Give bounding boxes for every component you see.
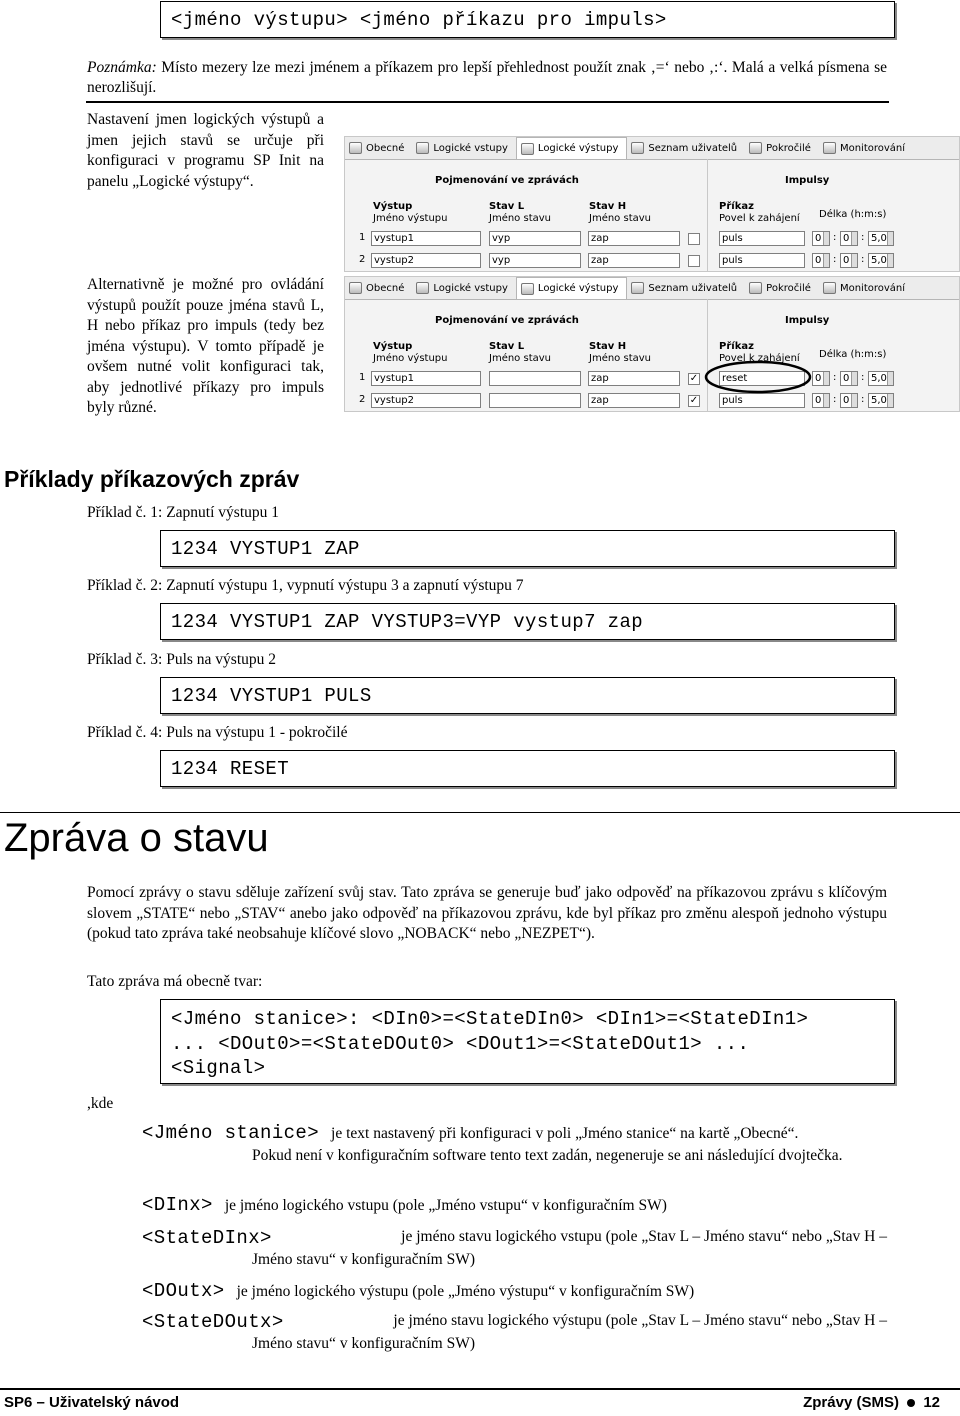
state-h-input[interactable]: zap [588, 253, 680, 268]
example-label: Příklad č. 4: Puls na výstupu 1 - pokročilé [87, 724, 348, 741]
hours-spinner[interactable]: 0 [812, 253, 830, 268]
impulse-checkbox[interactable]: ✓ [689, 373, 699, 384]
definition-din [142, 1194, 667, 1216]
tab-monitoring[interactable]: Monitorování [819, 277, 913, 299]
outputs-icon [521, 143, 534, 155]
status-format-line: <Jméno stanice>: <DIn0>=<StateDIn0> <DIn1>=<StateDIn1> [171, 1008, 809, 1030]
definition-text: je jméno stavu logického výstupu (pole „Stav L – Jméno stavu“ nebo „Stav H – [393, 1312, 887, 1329]
status-heading: Zpráva o stavu [4, 816, 269, 860]
minutes-spinner[interactable]: 0 [840, 393, 858, 408]
users-icon [631, 282, 644, 294]
colon: : [833, 372, 837, 383]
command-input[interactable]: puls [719, 253, 805, 268]
definition-term: <StateDInx> [142, 1227, 272, 1249]
definition-term: <DInx> [142, 1194, 213, 1216]
command-format-code: <jméno výstupu> <jméno příkazu pro impuls> [171, 8, 667, 31]
panel-separator [707, 159, 708, 271]
status-format-line: <Signal> [171, 1057, 266, 1079]
definition-statedin [142, 1227, 887, 1249]
colon: : [833, 254, 837, 265]
status-format-box [160, 999, 895, 1084]
impulse-checkbox[interactable] [688, 255, 700, 267]
command-input[interactable]: reset [719, 371, 805, 386]
col-state-h-name: Jméno stavu [589, 213, 651, 224]
col-state-l-name: Jméno stavu [489, 213, 551, 224]
tab-logic-inputs[interactable]: Logické vstupy [412, 277, 516, 299]
col-state-l: Stav L [489, 201, 525, 212]
minutes-spinner[interactable]: 0 [840, 253, 858, 268]
impulse-checkbox[interactable]: ✓ [689, 395, 699, 406]
tab-logic-inputs[interactable]: Logické vstupy [412, 137, 516, 159]
group-names-title: Pojmenování ve zprávách [435, 315, 579, 326]
impulse-checkbox[interactable] [688, 233, 700, 245]
example-code: 1234 VYSTUP1 PULS [171, 684, 372, 707]
definition-term: <Jméno stanice> [142, 1122, 320, 1144]
col-output-name: Jméno výstupu [373, 213, 448, 224]
hours-spinner[interactable]: 0 [812, 231, 830, 246]
state-l-input[interactable]: vyp [489, 231, 581, 246]
outputs-icon [521, 283, 534, 295]
general-form-label: Tato zpráva má obecně tvar: [87, 973, 263, 990]
definition-continuation: Jméno stavu“ v konfiguračním SW) [252, 1335, 475, 1352]
inputs-icon [416, 142, 429, 154]
config-paragraph: Nastavení jmen logických výstupů a jmen jejich stavů se určuje při konfiguraci v programu SP Init na panelu „Logické výstupy“. [87, 111, 324, 190]
definition-continuation: Pokud není v konfiguračním software tento text zadán, negeneruje se ani následující dvojtečka. [252, 1147, 843, 1164]
definition-station-name [142, 1122, 798, 1144]
row-number: 1 [359, 372, 366, 383]
example-code: 1234 RESET [171, 757, 290, 780]
group-impulses-title: Impulsy [785, 175, 830, 186]
definition-text: je jméno logického vstupu (pole „Jméno vstupu“ v konfiguračním SW) [224, 1197, 667, 1214]
advanced-icon [749, 142, 762, 154]
col-command: Příkaz [719, 341, 754, 352]
state-h-input[interactable]: zap [588, 231, 680, 246]
example-code: 1234 VYSTUP1 ZAP VYSTUP3=VYP vystup7 zap [171, 610, 644, 633]
command-input[interactable]: puls [719, 231, 805, 246]
state-l-input[interactable] [489, 371, 581, 386]
footer-page-number: 12 [923, 1394, 940, 1411]
state-l-input[interactable]: vyp [489, 253, 581, 268]
where-label: ,kde [87, 1095, 114, 1112]
command-format-box [160, 1, 895, 38]
colon: : [833, 394, 837, 405]
col-output: Výstup [373, 341, 413, 352]
example-label: Příklad č. 1: Zapnutí výstupu 1 [87, 504, 280, 521]
general-icon [349, 142, 362, 154]
advanced-icon [749, 282, 762, 294]
colon: : [833, 232, 837, 243]
output-name-input[interactable]: vystup1 [371, 371, 481, 386]
group-impulses-title: Impulsy [785, 315, 830, 326]
definition-text: je jméno logického výstupu (pole „Jméno výstupu“ v konfiguračním SW) [236, 1283, 695, 1300]
footer-section: Zprávy (SMS) [803, 1394, 899, 1411]
note-text: Místo mezery lze mezi jménem a příkazem pro lepší přehlednost použít znak ‚=‘ nebo ‚:‘. Malá a velká písmena se nerozlišují. [87, 59, 887, 96]
monitoring-icon [823, 142, 836, 154]
col-state-h-name: Jméno stavu [589, 353, 651, 364]
config-tabs [345, 137, 959, 160]
tab-users[interactable]: Seznam uživatelů [627, 137, 745, 159]
col-output-name: Jméno výstupu [373, 353, 448, 364]
col-command-sub: Povel k zahájení [719, 213, 800, 224]
definition-text: je text nastavený při konfiguraci v poli „Jméno stanice“ na kartě „Obecné“. [331, 1125, 799, 1142]
definition-term: <DOutx> [142, 1280, 225, 1302]
example-code-box [160, 750, 895, 787]
tab-general[interactable]: Obecné [345, 277, 412, 299]
footer-rule [0, 1388, 960, 1390]
note-rule [86, 101, 889, 103]
note-label: Poznámka: [87, 59, 157, 76]
col-command-sub: Povel k zahájení [719, 353, 800, 364]
example-code-box [160, 603, 895, 640]
status-format-line: ... <DOut0>=<StateDOut0> <DOut1>=<StateDOut1> ... [171, 1032, 750, 1055]
colon: : [861, 394, 865, 405]
tab-advanced[interactable]: Pokročilé [745, 277, 819, 299]
config-panel-screenshot-2 [344, 276, 960, 412]
definition-dout [142, 1280, 694, 1302]
note-paragraph [87, 58, 887, 98]
state-h-input[interactable]: zap [588, 393, 680, 408]
hours-spinner[interactable]: 0 [812, 371, 830, 386]
colon: : [861, 372, 865, 383]
definition-text: je jméno stavu logického vstupu (pole „Stav L – Jméno stavu“ nebo „Stav H – [401, 1228, 887, 1245]
inputs-icon [416, 282, 429, 294]
seconds-spinner[interactable]: 5,0 [868, 253, 894, 268]
output-name-input[interactable]: vystup2 [371, 393, 481, 408]
definition-statedout [142, 1311, 887, 1333]
general-icon [349, 282, 362, 294]
seconds-spinner[interactable]: 5,0 [868, 231, 894, 246]
users-icon [631, 142, 644, 154]
col-state-h: Stav H [589, 341, 627, 352]
tab-users[interactable]: Seznam uživatelů [627, 277, 745, 299]
status-paragraph: Pomocí zprávy o stavu sděluje zařízení svůj stav. Tato zpráva se generuje buď jako odpověď na příkazovou zprávu s klíčovým slovem „STATE“ nebo „STAV“ anebo jako odpověď na příkazovou zprávu, kde byl příkaz pro změnu alespoň jednoho výstupu (pokud tato zpráva také neobsahuje klíčové slovo „NOBACK“ nebo „NEZPET“). [87, 884, 887, 942]
minutes-spinner[interactable]: 0 [840, 371, 858, 386]
seconds-spinner[interactable]: 5,0 [868, 393, 894, 408]
example-code-box [160, 677, 895, 714]
example-label: Příklad č. 2: Zapnutí výstupu 1, vypnutí výstupu 3 a zapnutí výstupu 7 [87, 577, 524, 594]
col-length: Délka (h:m:s) [819, 209, 887, 220]
tab-logic-outputs[interactable]: Logické výstupy [516, 137, 627, 159]
examples-heading: Příklady příkazových zpráv [4, 466, 300, 492]
minutes-spinner[interactable]: 0 [840, 231, 858, 246]
monitoring-icon [823, 282, 836, 294]
config-tabs [345, 277, 959, 300]
footer-title: SP6 – Uživatelský návod [4, 1394, 180, 1411]
example-label: Příklad č. 3: Puls na výstupu 2 [87, 651, 277, 668]
col-state-l-name: Jméno stavu [489, 353, 551, 364]
colon: : [861, 232, 865, 243]
tab-logic-outputs[interactable]: Logické výstupy [516, 277, 627, 299]
example-code-box [160, 530, 895, 567]
example-code: 1234 VYSTUP1 ZAP [171, 537, 360, 560]
col-state-h: Stav H [589, 201, 627, 212]
row-number: 2 [359, 254, 366, 265]
row-number: 2 [359, 394, 366, 405]
definition-continuation: Jméno stavu“ v konfiguračním SW) [252, 1251, 475, 1268]
col-state-l: Stav L [489, 341, 525, 352]
state-l-input[interactable] [489, 393, 581, 408]
tab-advanced[interactable]: Pokročilé [745, 137, 819, 159]
alternative-paragraph: Alternativně je možné pro ovládání výstupů použít pouze jména stavů L, H nebo příkaz pro impuls (tedy bez jména výstupu). V tomto případě je ovšem nutné volit konfiguraci tak, aby jednotlivé příkazy pro impuls byly různé. [87, 276, 324, 416]
footer-bullet-icon [907, 1399, 915, 1407]
highlight-ellipse [703, 359, 813, 395]
row-number: 1 [359, 232, 366, 243]
col-output: Výstup [373, 201, 413, 212]
group-names-title: Pojmenování ve zprávách [435, 175, 579, 186]
state-h-input[interactable]: zap [588, 371, 680, 386]
col-command: Příkaz [719, 201, 754, 212]
footer-right [803, 1394, 940, 1411]
hours-spinner[interactable]: 0 [812, 393, 830, 408]
command-input[interactable]: puls [719, 393, 805, 408]
status-heading-rule [0, 812, 960, 813]
col-length: Délka (h:m:s) [819, 349, 887, 360]
output-name-input[interactable]: vystup2 [371, 253, 481, 268]
tab-monitoring[interactable]: Monitorování [819, 137, 913, 159]
seconds-spinner[interactable]: 5,0 [868, 371, 894, 386]
output-name-input[interactable]: vystup1 [371, 231, 481, 246]
definition-term: <StateDOutx> [142, 1311, 284, 1333]
colon: : [861, 254, 865, 265]
tab-general[interactable]: Obecné [345, 137, 412, 159]
config-panel-screenshot-1 [344, 136, 960, 272]
